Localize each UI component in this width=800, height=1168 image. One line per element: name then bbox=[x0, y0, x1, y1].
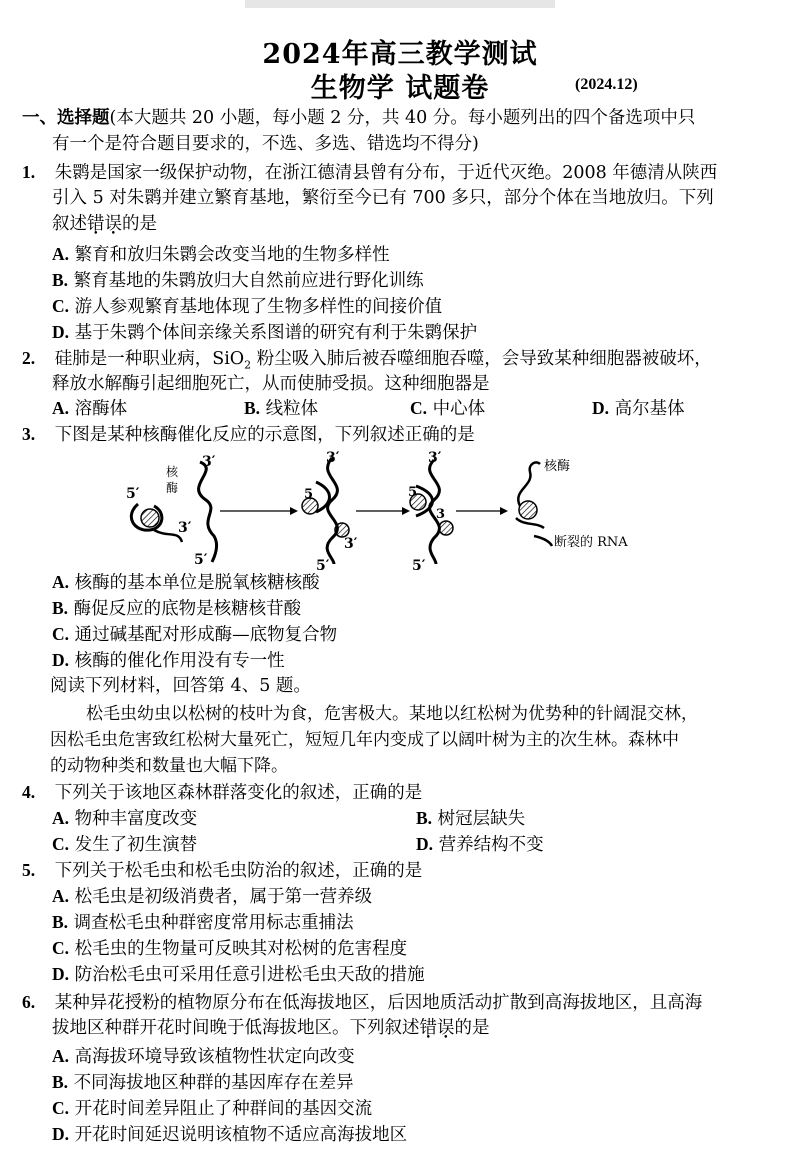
label-5: 5 bbox=[408, 485, 418, 500]
option-text: 开花时间延迟说明该植物不适应高海拔地区 bbox=[74, 1125, 408, 1145]
q5-option-d[interactable] bbox=[52, 962, 425, 987]
q3-option-d[interactable] bbox=[52, 648, 285, 673]
reading-passage-line-3: 的动物种类和数量也大幅下降。 bbox=[50, 756, 288, 776]
substrate-rna bbox=[327, 458, 337, 564]
scan-smudge bbox=[245, 0, 555, 8]
arrow-head bbox=[290, 507, 298, 515]
option-text: 松毛虫的生物量可反映其对松树的危害程度 bbox=[74, 939, 408, 959]
question-6-text-1: 某种异花授粉的植物原分布在低海拔地区，后因地质活动扩散到高海拔地区，且高海 bbox=[54, 993, 703, 1013]
reading-passage-line-1: 松毛虫幼虫以松树的枝叶为食，危害极大。某地以红松树为优势种的针阔混交林， bbox=[86, 704, 698, 724]
option-letter: D. bbox=[416, 834, 434, 854]
option-letter: B. bbox=[52, 270, 69, 290]
option-letter: B. bbox=[52, 912, 69, 932]
option-text: 防治松毛虫可采用任意引进松毛虫天敌的措施 bbox=[74, 965, 425, 985]
q3-option-c[interactable] bbox=[52, 622, 337, 647]
label-3: 3 bbox=[436, 507, 446, 522]
q2-option-b[interactable] bbox=[244, 396, 318, 421]
option-text: 松毛虫是初级消费者，属于第一营养级 bbox=[74, 887, 373, 907]
question-1-line-1 bbox=[22, 160, 717, 185]
ribozyme-head bbox=[141, 509, 159, 527]
option-letter: C. bbox=[410, 398, 428, 418]
q1-option-b[interactable] bbox=[52, 268, 424, 293]
question-2-line-2: 释放水解酶引起细胞死亡，从而使肺受损。这种细胞器是 bbox=[52, 374, 490, 394]
option-text: 游人参观繁育基地体现了生物多样性的间接价值 bbox=[74, 297, 443, 317]
question-6-line-2 bbox=[52, 1016, 490, 1040]
option-text: 营养结构不变 bbox=[438, 835, 544, 855]
option-text: 繁育基地的朱鹮放归大自然前应进行野化训练 bbox=[73, 271, 424, 291]
q1-option-c[interactable] bbox=[52, 294, 442, 319]
question-2-text-1b: 粉尘吸入肺后被吞噬细胞吞噬，会导致某种细胞器被破坏， bbox=[251, 349, 712, 369]
q1-option-a[interactable] bbox=[52, 242, 390, 267]
ribozyme-strand bbox=[518, 462, 540, 506]
stage-3 bbox=[408, 450, 453, 574]
question-4-line-1 bbox=[22, 780, 422, 805]
question-3-text: 下图是某种核酶催化反应的示意图，下列叙述正确的是 bbox=[54, 425, 475, 445]
question-1-line-2: 引入 5 对朱鹮并建立繁育基地，繁衍至今已有 700 多只，部分个体在当地放归。下列 bbox=[52, 188, 714, 208]
arrow-head bbox=[402, 507, 410, 515]
label-3-prime: 3′ bbox=[428, 450, 442, 466]
option-letter: C. bbox=[52, 296, 70, 316]
q2-option-d[interactable] bbox=[592, 396, 685, 421]
question-1-text-3a: 叙述 bbox=[52, 214, 87, 234]
option-text: 树冠层缺失 bbox=[437, 809, 526, 829]
section-label: 选择题 bbox=[57, 108, 110, 128]
exam-subtitle: 生物学 试题卷 bbox=[310, 73, 490, 104]
stage-4 bbox=[516, 458, 628, 550]
label-5-prime: 5′ bbox=[194, 552, 208, 568]
q6-option-d[interactable] bbox=[52, 1122, 407, 1147]
label-3-prime: 3′ bbox=[326, 450, 340, 466]
option-letter: C. bbox=[52, 624, 70, 644]
option-text: 酶促反应的底物是核糖核苷酸 bbox=[73, 599, 302, 619]
question-5-text: 下列关于松毛虫和松毛虫防治的叙述，正确的是 bbox=[54, 861, 423, 881]
stage-2 bbox=[302, 450, 358, 574]
q6-option-b[interactable] bbox=[52, 1070, 354, 1095]
option-letter: D. bbox=[52, 964, 70, 984]
question-6-line-1 bbox=[22, 990, 702, 1015]
q5-option-b[interactable] bbox=[52, 910, 354, 935]
option-letter: A. bbox=[52, 808, 70, 828]
exam-date: (2024.12) bbox=[575, 76, 638, 93]
option-letter: A. bbox=[52, 572, 70, 592]
question-1-number: 1. bbox=[22, 162, 36, 182]
question-1-text-1: 朱鹮是国家一级保护动物，在浙江德清县曾有分布，于近代灭绝。2008 年德清从陕西 bbox=[54, 163, 718, 183]
section-intro-1: (本大题共 20 小题，每小题 2 分，共 40 分。每小题列出的四个备选项中只 bbox=[109, 108, 696, 128]
question-4-text: 下列关于该地区森林群落变化的叙述，正确的是 bbox=[54, 783, 423, 803]
label-5-prime: 5′ bbox=[412, 558, 426, 574]
exam-title: 2024年高三教学测试 bbox=[262, 39, 538, 70]
subscript: 2 bbox=[244, 358, 252, 372]
question-2-text-1a: 硅肺是一种职业病，SiO bbox=[54, 349, 245, 369]
label-ribozyme-top: 核 bbox=[166, 465, 179, 479]
label-3-prime: 3′ bbox=[178, 520, 192, 536]
q2-option-a[interactable] bbox=[52, 396, 127, 421]
option-letter: A. bbox=[52, 244, 70, 264]
question-2-number: 2. bbox=[22, 348, 36, 368]
q4-option-d[interactable] bbox=[416, 832, 544, 857]
emphasis-char: 误 bbox=[437, 1018, 455, 1038]
option-text: 高尔基体 bbox=[614, 399, 685, 419]
section-heading bbox=[22, 106, 695, 130]
section-intro-2: 有一个是符合题目要求的，不选、多选、错选均不得分) bbox=[52, 134, 479, 154]
option-letter: B. bbox=[244, 398, 261, 418]
emphasis-char: 错 bbox=[87, 214, 105, 234]
question-6-text-2b: 的是 bbox=[454, 1018, 490, 1038]
label-ribozyme-bottom: 酶 bbox=[166, 481, 179, 495]
label-5-prime: 5′ bbox=[316, 558, 330, 574]
option-letter: A. bbox=[52, 398, 70, 418]
reading-passage-line-2: 因松毛虫危害致红松树大量死亡，短短几年内变成了以阔叶树为主的次生林。森林中 bbox=[50, 730, 679, 750]
question-5-line-1 bbox=[22, 858, 422, 883]
option-letter: D. bbox=[592, 398, 610, 418]
ribozyme-diagram bbox=[120, 446, 680, 576]
option-text: 开花时间差异阻止了种群间的基因交流 bbox=[74, 1099, 373, 1119]
label-5: 5 bbox=[304, 487, 314, 502]
label-3-prime: 3′ bbox=[202, 454, 216, 470]
option-letter: A. bbox=[52, 1046, 70, 1066]
option-text: 繁育和放归朱鹮会改变当地的生物多样性 bbox=[74, 245, 390, 265]
question-1-text-3b: 的是 bbox=[122, 214, 157, 234]
label-cleaved-rna: 断裂的 RNA bbox=[554, 535, 628, 550]
option-text: 基于朱鹮个体间亲缘关系图谱的研究有利于朱鹮保护 bbox=[74, 323, 478, 343]
question-6-text-2a: 拔地区种群开花时间晚于低海拔地区。下列叙述 bbox=[52, 1018, 420, 1038]
option-letter: B. bbox=[416, 808, 433, 828]
section-number: 一、 bbox=[22, 108, 57, 128]
q1-option-d[interactable] bbox=[52, 320, 477, 345]
option-text: 中心体 bbox=[432, 399, 486, 419]
question-3-line-1 bbox=[22, 422, 475, 447]
question-5-number: 5. bbox=[22, 860, 36, 880]
option-letter: B. bbox=[52, 1072, 69, 1092]
option-text: 不同海拔地区种群的基因库存在差异 bbox=[73, 1073, 354, 1093]
option-text: 通过碱基配对形成酶—底物复合物 bbox=[74, 625, 338, 645]
q4-option-c[interactable] bbox=[52, 832, 197, 857]
q6-option-c[interactable] bbox=[52, 1096, 372, 1121]
ribozyme-head bbox=[439, 521, 453, 535]
label-5-prime: 5′ bbox=[126, 486, 140, 502]
q4-option-b[interactable] bbox=[416, 806, 525, 831]
option-letter: D. bbox=[52, 1124, 70, 1144]
q2-option-c[interactable] bbox=[410, 396, 485, 421]
option-letter: D. bbox=[52, 322, 70, 342]
option-text: 物种丰富度改变 bbox=[74, 809, 198, 829]
option-text: 线粒体 bbox=[265, 399, 319, 419]
ribozyme-head bbox=[519, 501, 537, 519]
option-text: 调查松毛虫种群密度常用标志重捕法 bbox=[73, 913, 354, 933]
q3-option-a[interactable] bbox=[52, 570, 320, 595]
substrate-rna bbox=[199, 462, 217, 562]
option-letter: C. bbox=[52, 938, 70, 958]
option-text: 核酶的催化作用没有专一性 bbox=[74, 651, 285, 671]
option-text: 高海拔环境导致该植物性状定向改变 bbox=[74, 1047, 355, 1067]
cleaved-rna-strand bbox=[534, 536, 552, 546]
option-letter: C. bbox=[52, 1098, 70, 1118]
label-3-prime: 3′ bbox=[344, 536, 358, 552]
question-4-number: 4. bbox=[22, 782, 36, 802]
q5-option-a[interactable] bbox=[52, 884, 372, 909]
option-letter: C. bbox=[52, 834, 70, 854]
question-3-number: 3. bbox=[22, 424, 36, 444]
question-6-number: 6. bbox=[22, 992, 36, 1012]
q3-option-b[interactable] bbox=[52, 596, 301, 621]
option-text: 核酶的基本单位是脱氧核糖核酸 bbox=[74, 573, 320, 593]
q5-option-c[interactable] bbox=[52, 936, 407, 961]
ribozyme-head bbox=[335, 523, 349, 537]
q6-option-a[interactable] bbox=[52, 1044, 355, 1069]
option-letter: D. bbox=[52, 650, 70, 670]
reading-intro: 阅读下列材料，回答第 4、5 题。 bbox=[50, 676, 311, 696]
option-text: 发生了初生演替 bbox=[74, 835, 198, 855]
option-letter: A. bbox=[52, 886, 70, 906]
arrow-head bbox=[500, 507, 508, 515]
question-1-line-3 bbox=[52, 212, 157, 236]
stage-1 bbox=[126, 454, 217, 568]
emphasis-char: 错 bbox=[419, 1018, 437, 1038]
emphasis-char: 误 bbox=[104, 214, 122, 234]
option-letter: B. bbox=[52, 598, 69, 618]
label-ribozyme: 核酶 bbox=[544, 459, 571, 474]
q4-option-a[interactable] bbox=[52, 806, 197, 831]
option-text: 溶酶体 bbox=[74, 399, 128, 419]
